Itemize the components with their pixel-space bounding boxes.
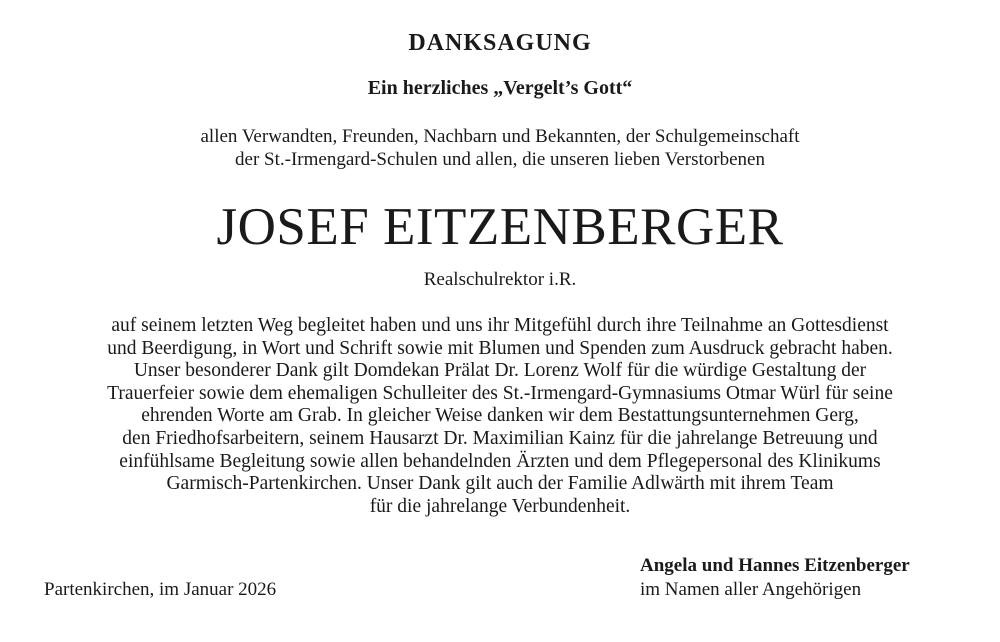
body-line: auf seinem letzten Weg begleitet haben und uns ihr Mitgefühl durch ihre Teilnahme an Gottesdienst xyxy=(111,315,889,336)
body-line: einfühlsame Begleitung sowie allen behandelnden Ärzten und dem Pflegepersonal des Klinikums xyxy=(119,450,881,472)
intro-line: der St.-Irmengard-Schulen und allen, die unseren lieben Verstorbenen xyxy=(235,148,765,170)
body-line: für die jahrelange Verbundenheit. xyxy=(369,495,631,517)
body-line: ehrenden Worte am Grab. In gleicher Weise danken wir dem Bestattungsunternehmen Gerg, xyxy=(141,405,859,427)
body-line: Trauerfeier sowie dem ehemaligen Schulleiter des St.-Irmengard-Gymnasiums Otmar Würl für seine xyxy=(107,382,893,404)
subheading: Ein herzliches „Vergelt’s Gott“ xyxy=(367,77,633,99)
body-text xyxy=(0,315,1000,518)
signature-note: im Namen aller Angehörigen xyxy=(640,579,862,600)
intro-text xyxy=(0,126,1000,171)
intro-line: allen Verwandten, Freunden, Nachbarn und Bekannten, der Schulgemeinschaft xyxy=(200,126,800,147)
body-line: Garmisch-Partenkirchen. Unser Dank gilt auch der Familie Adlwärth mit ihrem Team xyxy=(166,473,834,495)
place-date: Partenkirchen, im Januar 2026 xyxy=(44,579,277,600)
body-line: den Friedhofsarbeitern, seinem Hausarzt Dr. Maximilian Kainz für die jahrelange Betreuung und xyxy=(122,427,878,449)
deceased-title: Realschulrektor i.R. xyxy=(423,269,577,290)
body-line: und Beerdigung, in Wort und Schrift sowie mit Blumen und Spenden zum Ausdruck gebracht haben. xyxy=(107,337,893,359)
deceased-name: JOSEF EITZENBERGER xyxy=(216,198,784,256)
signature-names: Angela und Hannes Eitzenberger xyxy=(640,555,910,576)
heading: DANKSAGUNG xyxy=(408,30,592,56)
signature xyxy=(640,554,910,602)
body-line: Unser besonderer Dank gilt Domdekan Prälat Dr. Lorenz Wolf für die würdige Gestaltung der xyxy=(133,360,867,382)
